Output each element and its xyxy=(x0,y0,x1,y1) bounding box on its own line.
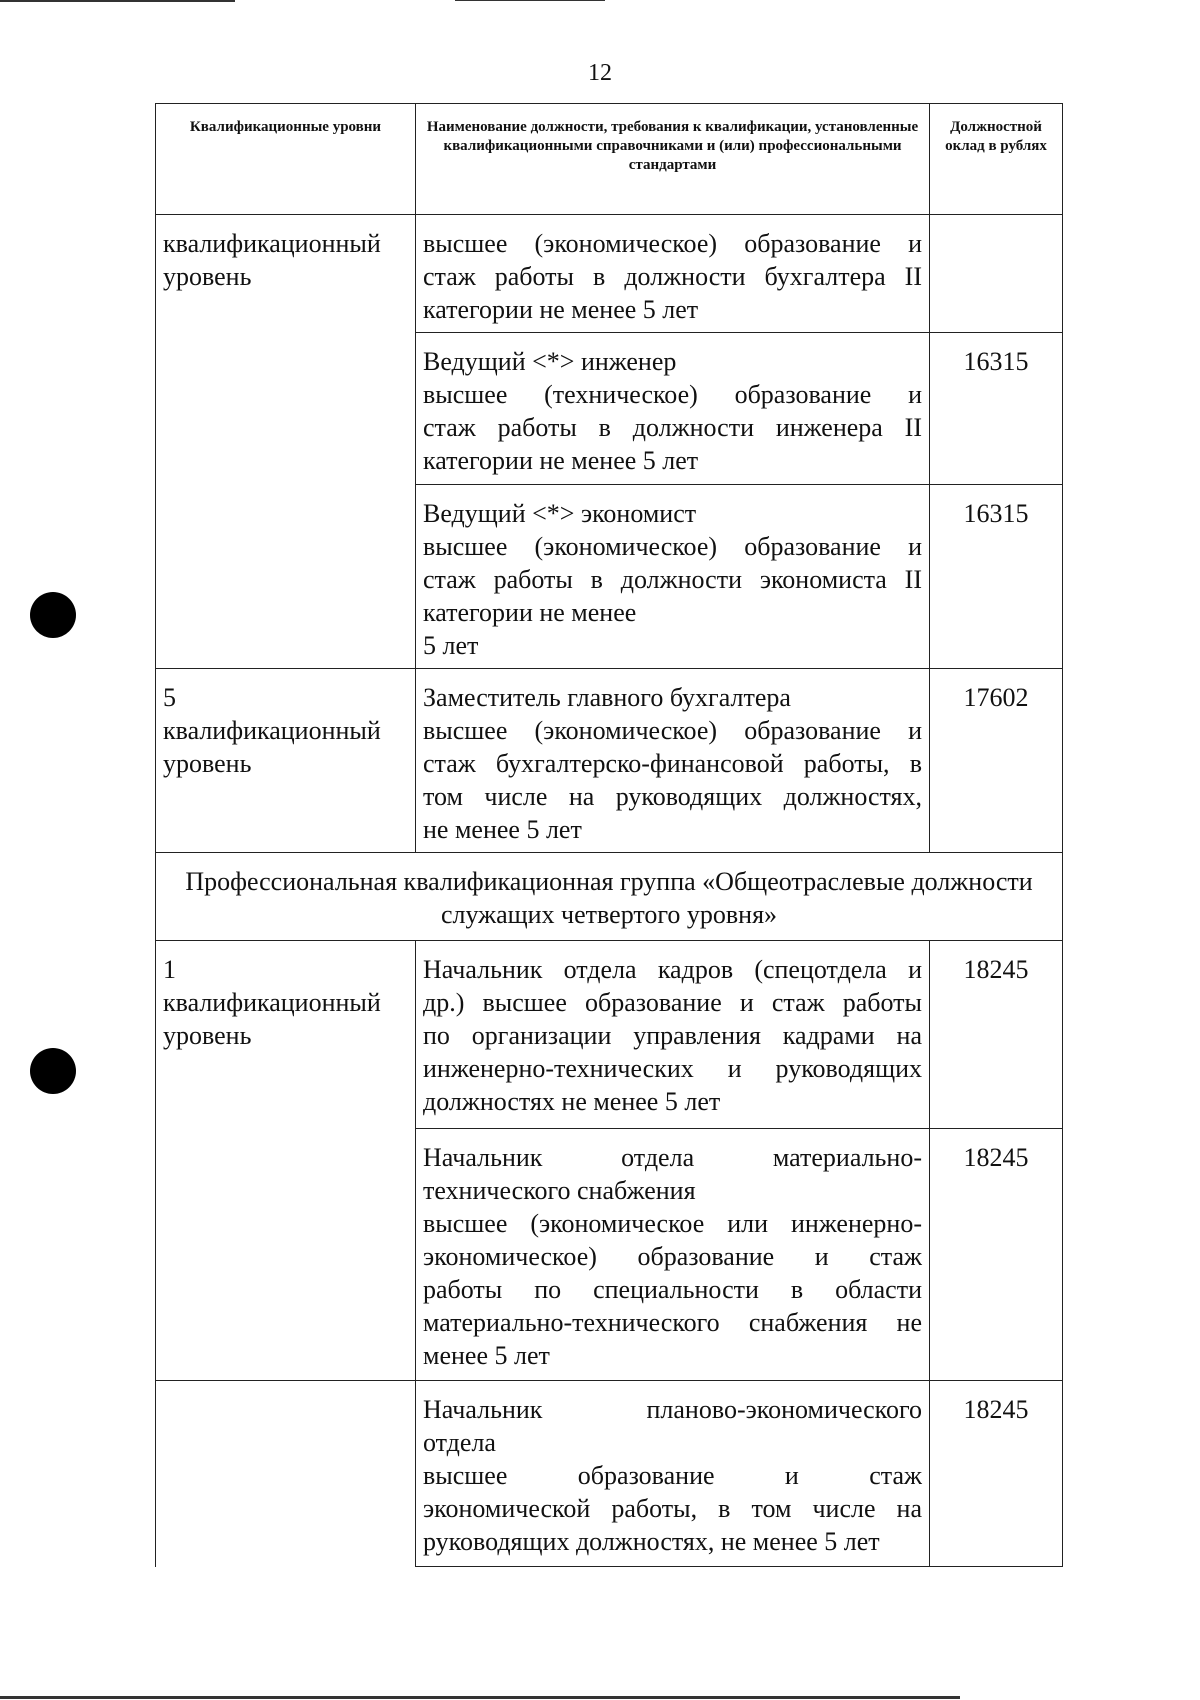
table-header-row xyxy=(156,104,1063,215)
position-title: Заместитель главного бухгалтера xyxy=(423,683,791,712)
requirements-line: экономическое) образование и стаж xyxy=(423,1242,922,1271)
requirements-cell xyxy=(416,669,930,853)
level-number: 5 xyxy=(163,683,176,712)
requirements-line: по организации управления кадрами на xyxy=(423,1021,922,1050)
requirements-line: 5 лет xyxy=(423,631,479,660)
requirements-line: стаж работы в должности инженера II xyxy=(423,413,922,442)
header-position-requirements: Наименование должности, требования к квалификации, установленные квалификационными справочниками и (или) профессиональными стандартами xyxy=(416,104,930,215)
requirements-cell xyxy=(416,1381,930,1567)
requirements-line: высшее (экономическое) образование и xyxy=(423,716,922,745)
requirements-line: руководящих должностях, не менее 5 лет xyxy=(423,1527,880,1556)
requirements-line: высшее (экономическое) образование и xyxy=(423,532,922,561)
salary-cell: 16315 xyxy=(930,485,1063,669)
requirements-cell xyxy=(416,485,930,669)
level-cell-empty xyxy=(156,1381,416,1567)
requirements-line: не менее 5 лет xyxy=(423,815,582,844)
requirements-line: отдела xyxy=(423,1428,496,1457)
header-qualification-levels: Квалификационные уровни xyxy=(156,104,416,215)
level-text: квалификационный уровень xyxy=(163,988,381,1050)
salary-cell: 18245 xyxy=(930,1381,1063,1567)
table-row xyxy=(156,669,1063,853)
level-cell-empty xyxy=(156,485,416,669)
requirements-line: инженерно-технических и руководящих xyxy=(423,1054,922,1083)
salary-cell xyxy=(930,215,1063,333)
requirements-line: категории не менее 5 лет xyxy=(423,446,699,475)
salary-cell: 18245 xyxy=(930,941,1063,1129)
requirements-line: др.) высшее образование и стаж работы xyxy=(423,988,922,1017)
requirements-line: стаж бухгалтерско-финансовой работы, в xyxy=(423,749,922,778)
requirements-line: высшее (экономическое) образование и xyxy=(423,229,922,258)
level-cell-empty xyxy=(156,333,416,485)
requirements-cell xyxy=(416,333,930,485)
scan-edge-top-right xyxy=(455,0,605,1)
salary-cell: 17602 xyxy=(930,669,1063,853)
requirements-cell xyxy=(416,941,930,1129)
table-row xyxy=(156,1381,1063,1567)
scan-edge-top xyxy=(0,0,235,2)
requirements-cell xyxy=(416,215,930,333)
requirements-line: экономической работы, в том числе на xyxy=(423,1494,922,1523)
requirements-cell xyxy=(416,1129,930,1381)
group-heading: Профессиональная квалификационная группа «Общеотраслевые должности служащих четвертого уровня» xyxy=(156,853,1063,941)
requirements-line: материально-технического снабжения не xyxy=(423,1308,922,1337)
salary-cell: 16315 xyxy=(930,333,1063,485)
requirements-line: категории не менее 5 лет xyxy=(423,295,699,324)
table-row xyxy=(156,1129,1063,1381)
requirements-line: высшее образование и стаж xyxy=(423,1461,922,1490)
requirements-line: высшее (экономическое или инженерно- xyxy=(423,1209,922,1238)
salary-table xyxy=(155,103,1063,1567)
table-row xyxy=(156,485,1063,669)
position-title: Ведущий <*> экономист xyxy=(423,499,697,528)
group-heading-row xyxy=(156,853,1063,941)
table-row xyxy=(156,333,1063,485)
page-number: 12 xyxy=(588,60,612,86)
requirements-line: Начальник планово-экономического xyxy=(423,1395,922,1424)
level-cell xyxy=(156,669,416,853)
requirements-line: технического снабжения xyxy=(423,1176,696,1205)
requirements-line: том числе на руководящих должностях, xyxy=(423,782,922,811)
requirements-line: работы по специальности в области xyxy=(423,1275,922,1304)
requirements-line: категории не менее xyxy=(423,598,637,627)
level-cell xyxy=(156,941,416,1129)
requirements-line: стаж работы в должности бухгалтера II xyxy=(423,262,922,291)
level-text: квалификационный уровень xyxy=(163,716,381,778)
level-number: 1 xyxy=(163,955,176,984)
level-cell-empty xyxy=(156,1129,416,1381)
salary-cell: 18245 xyxy=(930,1129,1063,1381)
table-row xyxy=(156,215,1063,333)
punch-hole-upper xyxy=(30,592,76,638)
requirements-line: должностях не менее 5 лет xyxy=(423,1087,721,1116)
header-salary: Должностной оклад в рублях xyxy=(930,104,1063,215)
punch-hole-lower xyxy=(30,1048,76,1094)
level-cell: квалификационный уровень xyxy=(156,215,416,333)
table-row xyxy=(156,941,1063,1129)
requirements-line: высшее (техническое) образование и xyxy=(423,380,922,409)
scan-edge-bottom xyxy=(0,1696,960,1699)
requirements-line: менее 5 лет xyxy=(423,1341,550,1370)
position-title: Ведущий <*> инженер xyxy=(423,347,677,376)
requirements-line: Начальник отдела кадров (спецотдела и xyxy=(423,955,922,984)
requirements-line: стаж работы в должности экономиста II xyxy=(423,565,922,594)
requirements-line: Начальник отдела материально- xyxy=(423,1143,922,1172)
